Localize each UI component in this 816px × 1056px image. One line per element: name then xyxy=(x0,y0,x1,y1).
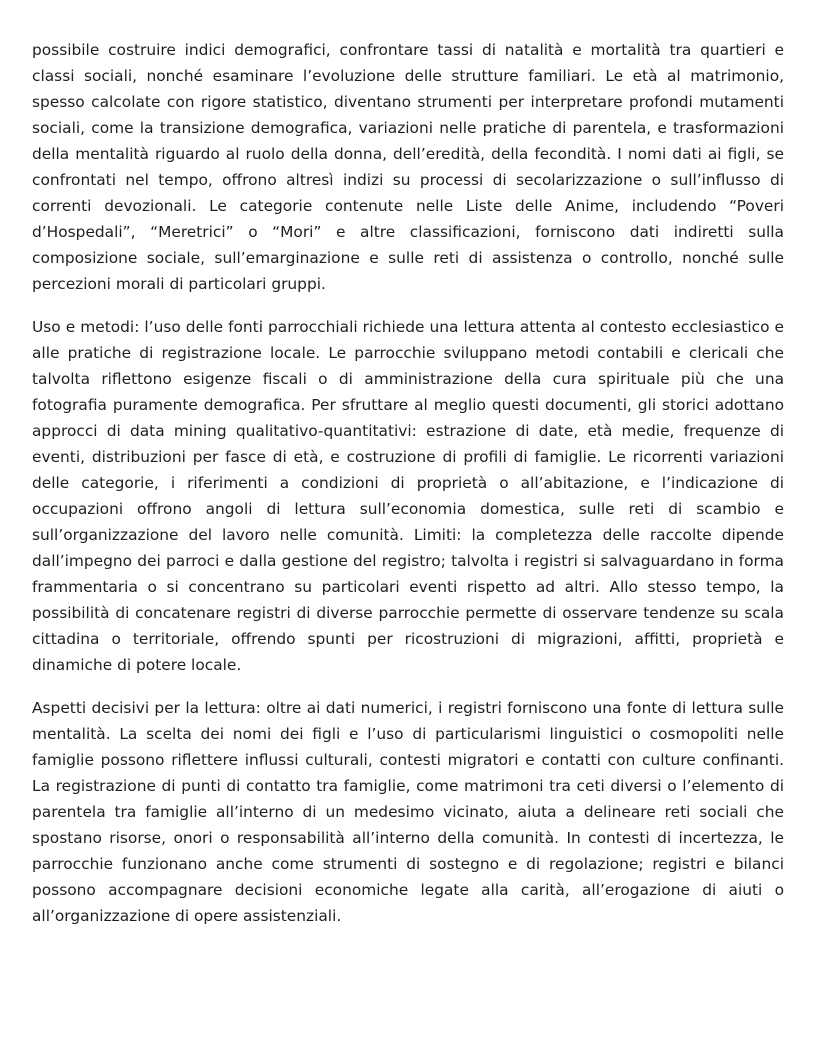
paragraph-uses-and-methods: Uso e metodi: l’uso delle fonti parrocchiali richiede una lettura attenta al contesto ecclesiastico e alle pratiche di registrazione locale. Le parrocchie sviluppano metodi contabili e clericali che talvolta riflettono esigenze fiscali o di amministrazione della cura spirituale più che una fotografia puramente demografica. Per sfruttare al meglio questi documenti, gli storici adottano approcci di data mining qualitativo-quantitativi: estrazione di date, età medie, frequenze di eventi, distribuzioni per fasce di età, e costruzione di profili di famiglie. Le ricorrenti variazioni delle categorie, i riferimenti a condizioni di proprietà o all’abitazione, e l’indicazione di occupazioni offrono angoli di lettura sull’economia domestica, sulle reti di scambio e sull’organizzazione del lavoro nelle comunità. Limiti: la completezza delle raccolte dipende dall’impegno dei parroci e dalla gestione del registro; talvolta i registri si salvaguardano in forma frammentaria o si concentrano su particolari eventi rispetto ad altri. Allo stesso tempo, la possibilità di concatenare registri di diverse parrocchie permette di osservare tendenze su scala cittadina o territoriale, offrendo spunti per ricostruzioni di migrazioni, affitti, proprietà e dinamiche di potere locale. xyxy=(32,318,784,674)
document-page xyxy=(32,37,784,946)
paragraph-reading-aspects: Aspetti decisivi per la lettura: oltre ai dati numerici, i registri forniscono una fonte di lettura sulle mentalità. La scelta dei nomi dei figli e l’uso di particularismi linguistici o cosmopoliti nelle famiglie possono riflettere influssi culturali, contesti migratori e contatti con culture confinanti. La registrazione di punti di contatto tra famiglie, come matrimoni tra ceti diversi o l’elemento di parentela tra famiglie all’interno di un medesimo vicinato, aiuta a delineare reti sociali che spostano risorse, onori o responsabilità all’interno della comunità. In contesti di incertezza, le parrocchie funzionano anche come strumenti di sostegno e di regolazione; registri e bilanci possono accompagnare decisioni economiche legate alla carità, all’erogazione di aiuti o all’organizzazione di opere assistenziali. xyxy=(32,699,784,925)
paragraph-demographic-indices: possibile costruire indici demografici, confrontare tassi di natalità e mortalità tra quartieri e classi sociali, nonché esaminare l’evoluzione delle strutture familiari. Le età al matrimonio, spesso calcolate con rigore statistico, diventano strumenti per interpretare profondi mutamenti sociali, come la transizione demografica, variazioni nelle pratiche di parentela, e trasformazioni della mentalità riguardo al ruolo della donna, dell’eredità, della fecondità. I nomi dati ai figli, se confrontati nel tempo, offrono altresì indizi su processi di secolarizzazione o sull’influsso di correnti devozionali. Le categorie contenute nelle Liste delle Anime, includendo “Poveri d’Hospedali”, “Meretrici” o “Mori” e altre classificazioni, forniscono dati indiretti sulla composizione sociale, sull’emarginazione e sulle reti di assistenza o controllo, nonché sulle percezioni morali di particolari gruppi. xyxy=(32,41,784,293)
